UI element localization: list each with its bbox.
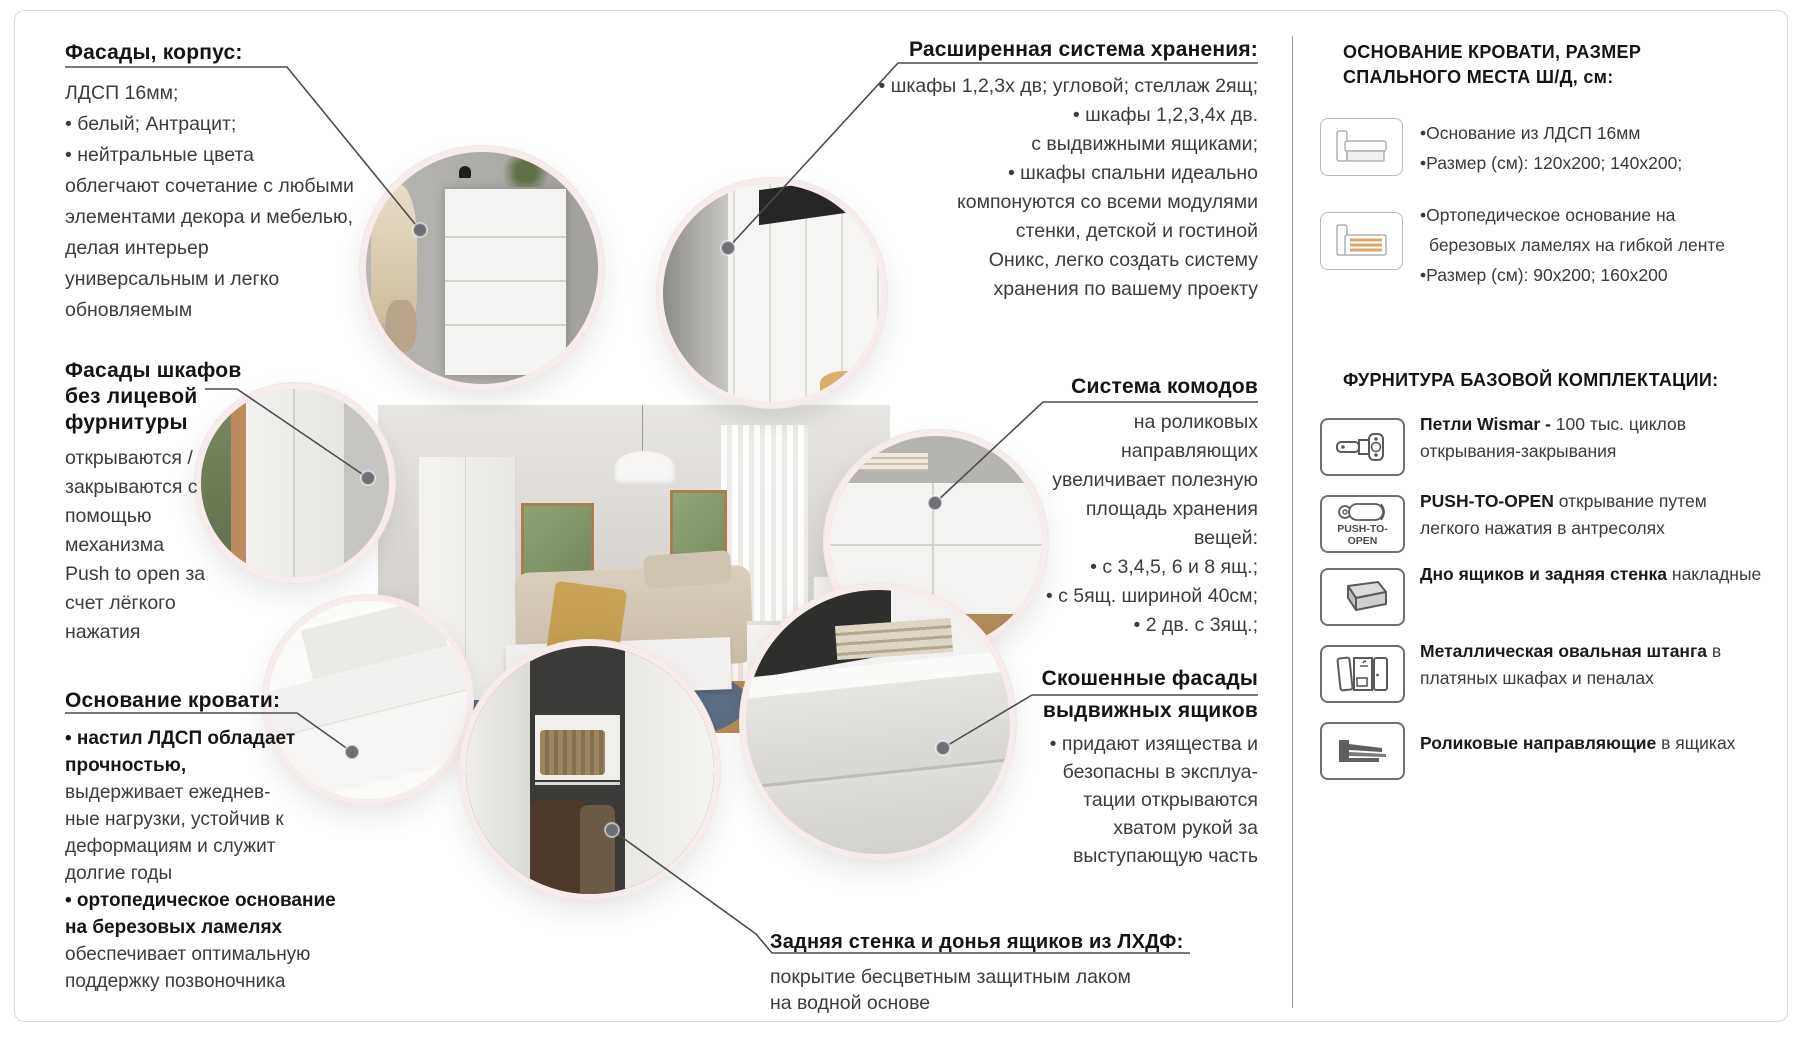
hardware-item-push-to-open (1420, 488, 1770, 542)
text-line: направляющих (1120, 440, 1258, 462)
text-line: обеспечивает оптимальную (65, 944, 311, 965)
block-title: Задняя стенка и донья ящиков из ЛХДФ: (770, 931, 1184, 953)
push-to-open-label: PUSH-TO-OPEN (1337, 523, 1388, 547)
text-line: облегчают сочетание с любыми (65, 175, 354, 197)
text-line: • придают изящества и (1049, 733, 1258, 755)
text-line: Оникс, легко создать систему (988, 249, 1258, 271)
callout-dot-fronts (361, 471, 375, 485)
text-line: выступающую часть (1073, 845, 1258, 867)
text-line: • с 3,4,5, 6 и 8 ящ.; (1090, 556, 1258, 578)
text-line: прочностью, (65, 755, 187, 776)
block-title-line: фурнитуры (65, 411, 188, 434)
text-line: поддержку позвоночника (65, 971, 286, 992)
block-title: Основание кровати: (65, 689, 281, 712)
text-line: компонуются со всеми модулями (956, 191, 1258, 213)
title-line: ОСНОВАНИЕ КРОВАТИ, РАЗМЕР (1343, 42, 1642, 62)
block-title: Расширенная система хранения: (908, 38, 1258, 61)
text-line: площадь хранения (1085, 498, 1258, 520)
text-line: увеличивает полезную (1052, 469, 1258, 491)
hardware-item-oval-rail (1420, 638, 1770, 692)
text-line: • с 5ящ. шириной 40см; (1045, 585, 1258, 607)
hardware-rest: открывание путем легкого нажатия в антресолях (1420, 491, 1707, 538)
block-back-wall (770, 929, 1210, 1016)
spec-line: •Размер (см): 120х200; 140х200; (1420, 153, 1683, 173)
bed-slats-icon (1320, 212, 1403, 270)
text-line: • белый; Антрацит; (65, 113, 237, 135)
hardware-bold: PUSH-TO-OPEN (1420, 491, 1559, 511)
block-title-line: Скошенные фасады (1041, 667, 1258, 690)
hardware-bold: Металлическая овальная штанга (1420, 641, 1708, 661)
text-line: универсальным и легко (65, 268, 280, 290)
text-line: ЛДСП 16мм; (65, 82, 179, 104)
bed-spec-2 (1420, 200, 1770, 290)
text-line: • нейтральные цвета (65, 144, 255, 166)
text-line: с выдвижными ящиками; (1031, 133, 1258, 155)
text-line: нажатия (65, 621, 141, 643)
text-line: помощью (65, 505, 152, 527)
callout-dot-storage (721, 241, 735, 255)
text-line: безопасны в эксплуа- (1062, 761, 1258, 783)
text-line: хранения по вашему проекту (993, 278, 1258, 300)
text-line: механизма (65, 534, 165, 556)
text-line: • шкафы 1,2,3,4х дв. (1072, 104, 1258, 126)
bed-section-title (1343, 40, 1763, 90)
text-line: выдерживает ежеднев- (65, 782, 271, 803)
drawer-bottom-icon (1320, 568, 1405, 626)
hardware-rest: накладные (1671, 564, 1762, 584)
hardware-rest: в платяных шкафах и пеналах (1420, 641, 1722, 688)
text-line: на березовых ламелях (65, 917, 283, 938)
hardware-bold: Петли Wismar - (1420, 414, 1556, 434)
text-line: Push to open за (65, 563, 206, 585)
text-line: вещей: (1194, 527, 1258, 549)
block-bed-base (65, 688, 395, 995)
hardware-rest: 100 тыс. циклов открывания-закрывания (1420, 414, 1686, 461)
text-line: стенки, детской и гостиной (1015, 220, 1258, 242)
hardware-bold: Роликовые направляющие (1420, 733, 1657, 753)
text-line: элементами декора и мебелью, (65, 206, 354, 228)
text-line: хватом рукой за (1113, 817, 1258, 839)
block-facades-korpus (65, 40, 375, 326)
text-line: счет лёгкого (65, 592, 176, 614)
text-line: • ортопедическое основание (65, 890, 336, 911)
callout-dot-backwall (605, 823, 619, 837)
block-title-line: без лицевой (65, 385, 198, 408)
block-title: Фасады, корпус: (65, 41, 243, 64)
block-title: Система комодов (1071, 375, 1258, 398)
callout-dot-slanted (936, 741, 950, 755)
text-line: обновляемым (65, 299, 193, 321)
oval-rail-icon (1320, 645, 1405, 703)
text-line: на водной основе (770, 992, 931, 1014)
text-line: закрываются с (65, 476, 198, 498)
callout-dot-facades (413, 223, 427, 237)
hinge-icon (1320, 418, 1405, 476)
text-line: тации открываются (1083, 789, 1258, 811)
text-line: делая интерьер (65, 237, 209, 259)
spec-line: •Основание из ЛДСП 16мм (1420, 123, 1641, 143)
text-line: долгие годы (65, 863, 173, 884)
spec-line: березовых ламелях на гибкой ленте (1429, 235, 1725, 255)
text-line: ные нагрузки, устойчив к (65, 809, 284, 830)
bed-flat-icon (1320, 118, 1403, 176)
hardware-section-title: ФУРНИТУРА БАЗОВОЙ КОМПЛЕКТАЦИИ: (1343, 370, 1719, 390)
text-line: деформациям и служит (65, 836, 276, 857)
spec-line: •Ортопедическое основание на (1420, 205, 1676, 225)
block-title-line: Фасады шкафов (65, 359, 242, 382)
text-line: • шкафы спальни идеально (1007, 162, 1258, 184)
block-storage-system (778, 37, 1258, 304)
hardware-rest: в ящиках (1656, 733, 1736, 753)
hardware-bold: Дно ящиков и задняя стенка (1420, 564, 1672, 584)
block-drawer-system (958, 374, 1258, 640)
text-line: на роликовых (1133, 411, 1258, 433)
callout-dot-drawers (928, 496, 942, 510)
roller-guides-icon (1320, 722, 1405, 780)
block-slanted-fronts (1008, 666, 1258, 870)
text-line: • 2 дв. с 3ящ.; (1133, 614, 1258, 636)
text-line: открываются / (65, 447, 193, 469)
text-line: • настил ЛДСП обладает (65, 728, 296, 749)
hardware-item-drawer-bottom (1420, 561, 1770, 588)
bed-spec-1 (1420, 118, 1770, 178)
title-line: СПАЛЬНОГО МЕСТА Ш/Д, см: (1343, 67, 1614, 87)
text-line: покрытие бесцветным защитным лаком (770, 966, 1131, 988)
hardware-item-hinges (1420, 411, 1770, 465)
text-line: • шкафы 1,2,3х дв; угловой; стеллаж 2ящ; (878, 75, 1258, 97)
block-title-line: выдвижных ящиков (1042, 699, 1258, 722)
block-fronts-no-handles (65, 358, 255, 647)
push-to-open-icon (1320, 495, 1405, 553)
hardware-item-roller-guides (1420, 730, 1770, 757)
spec-line: •Размер (см): 90х200; 160х200 (1420, 265, 1668, 285)
